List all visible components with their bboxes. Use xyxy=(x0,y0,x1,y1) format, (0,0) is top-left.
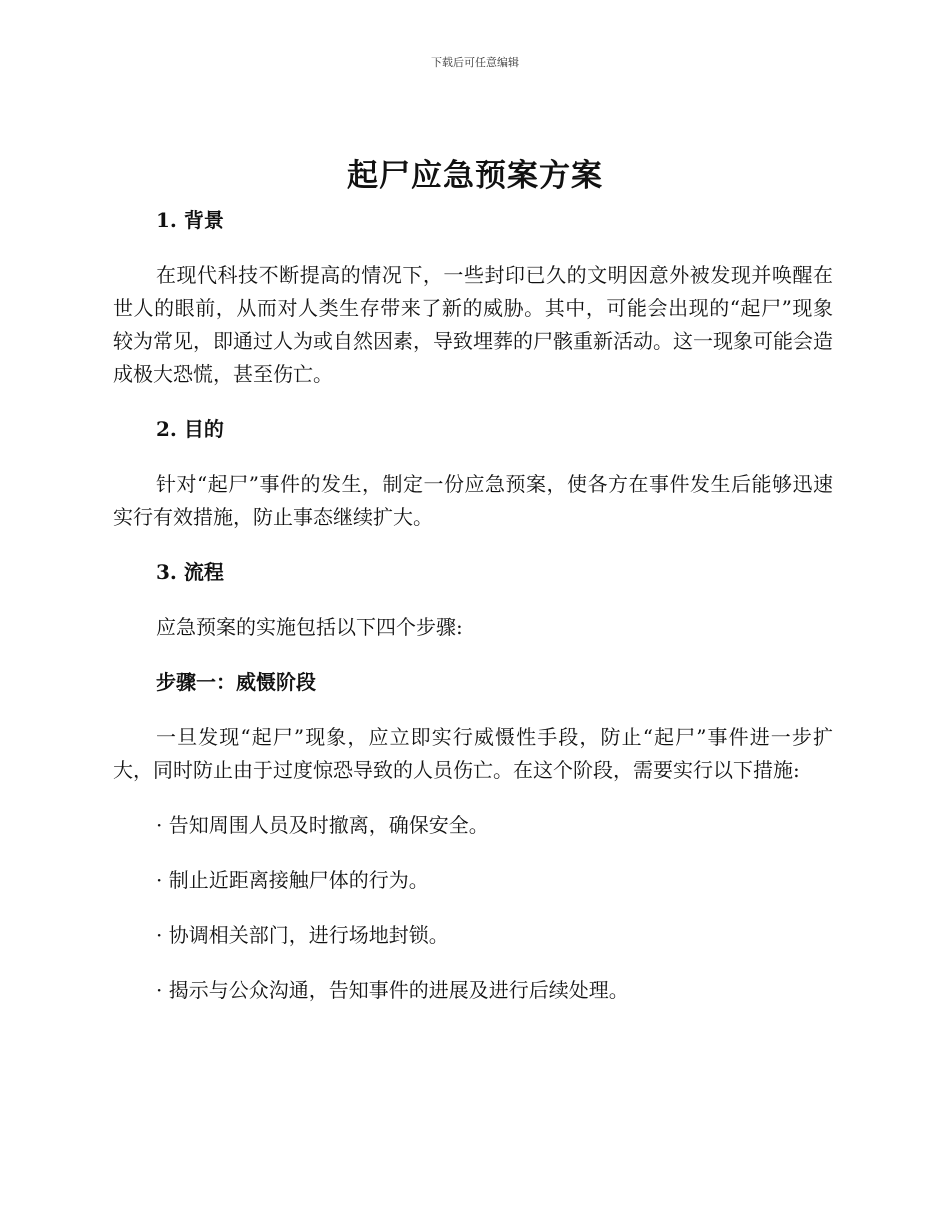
section-heading-background: 1. 背景 xyxy=(156,208,224,232)
document-body xyxy=(113,204,833,1029)
section-heading-purpose: 2. 目的 xyxy=(156,417,224,441)
page-title: 起尸应急预案方案 xyxy=(347,158,603,194)
paragraph-step-1: 一旦发现“起尸”现象，应立即实行威慑性手段，防止“起尸”事件进一步扩大，同时防止由于过度惊恐导致的人员伤亡。在这个阶段，需要实行以下措施: xyxy=(113,725,833,782)
header-note: 下载后可任意编辑 xyxy=(431,56,519,69)
list-item: · 协调相关部门，进行场地封锁。 xyxy=(156,923,449,947)
list-item: · 告知周围人员及时撤离，确保安全。 xyxy=(156,813,489,837)
step-heading-1: 步骤一：威慑阶段 xyxy=(156,670,316,694)
paragraph-process-intro: 应急预案的实施包括以下四个步骤: xyxy=(156,615,463,639)
list-item: · 揭示与公众沟通，告知事件的进展及进行后续处理。 xyxy=(156,978,629,1002)
paragraph-purpose: 针对“起尸”事件的发生，制定一份应急预案，使各方在事件发生后能够迅速实行有效措施，防止事态继续扩大。 xyxy=(113,472,833,529)
section-heading-process: 3. 流程 xyxy=(156,560,224,584)
paragraph-background: 在现代科技不断提高的情况下，一些封印已久的文明因意外被发现并唤醒在世人的眼前，从而对人类生存带来了新的威胁。其中，可能会出现的“起尸”现象较为常见，即通过人为或自然因素，导致埋葬的尸骸重新活动。这一现象可能会造成极大恐慌，甚至伤亡。 xyxy=(113,263,833,386)
list-item: · 制止近距离接触尸体的行为。 xyxy=(156,868,429,892)
